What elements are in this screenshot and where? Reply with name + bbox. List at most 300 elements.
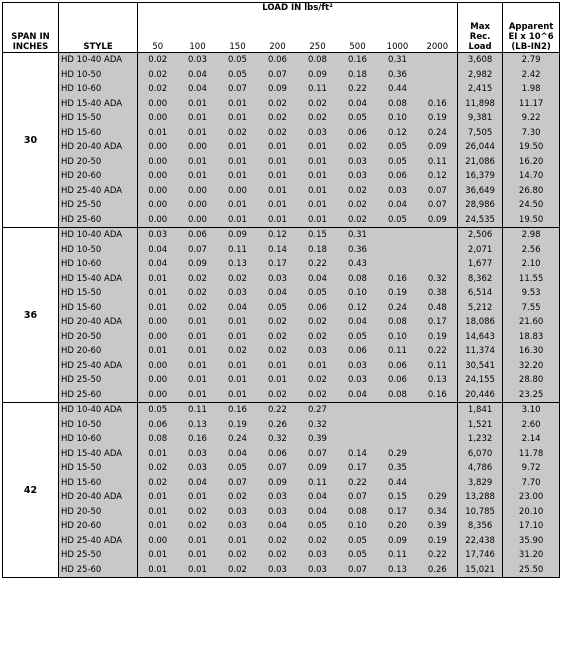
style-cell: HD 20-50 — [59, 505, 138, 520]
deflection-cell: 0.02 — [298, 97, 338, 112]
deflection-cell: 0.00 — [218, 184, 258, 199]
deflection-cell: 0.07 — [258, 461, 298, 476]
max-rec-cell: 7,505 — [458, 126, 503, 141]
deflection-cell: 0.01 — [218, 388, 258, 403]
max-rec-cell: 20,446 — [458, 388, 503, 403]
deflection-cell: 0.00 — [138, 140, 178, 155]
ei-cell: 11.17 — [503, 97, 560, 112]
deflection-cell: 0.12 — [418, 169, 458, 184]
deflection-cell: 0.00 — [178, 140, 218, 155]
span-value: 36 — [3, 228, 59, 403]
deflection-cell: 0.01 — [138, 126, 178, 141]
deflection-cell: 0.03 — [298, 563, 338, 578]
deflection-cell: 0.01 — [258, 373, 298, 388]
table-row — [3, 97, 560, 112]
deflection-cell: 0.03 — [338, 169, 378, 184]
deflection-cell: 0.00 — [138, 373, 178, 388]
deflection-cell: 0.15 — [298, 228, 338, 243]
deflection-cell: 0.05 — [298, 519, 338, 534]
table-row — [3, 140, 560, 155]
max-rec-cell: 16,379 — [458, 169, 503, 184]
table-row — [3, 447, 560, 462]
deflection-cell — [378, 418, 418, 433]
max-rec-cell: 11,374 — [458, 344, 503, 359]
load-column-header: 1000 — [378, 24, 418, 52]
deflection-cell: 0.19 — [218, 418, 258, 433]
deflection-cell — [418, 476, 458, 491]
deflection-cell: 0.04 — [178, 68, 218, 83]
deflection-cell: 0.10 — [338, 519, 378, 534]
deflection-cell: 0.39 — [298, 432, 338, 447]
deflection-cell — [378, 228, 418, 243]
deflection-cell: 0.06 — [338, 344, 378, 359]
deflection-cell: 0.01 — [218, 534, 258, 549]
max-rec-cell: 21,086 — [458, 155, 503, 170]
deflection-cell — [418, 243, 458, 258]
load-column-header: 100 — [178, 24, 218, 52]
table-row — [3, 418, 560, 433]
deflection-cell: 0.01 — [218, 169, 258, 184]
deflection-cell: 0.44 — [378, 476, 418, 491]
deflection-cell: 0.18 — [338, 68, 378, 83]
deflection-cell: 0.01 — [178, 126, 218, 141]
deflection-cell — [338, 418, 378, 433]
style-cell: HD 20-40 ADA — [59, 490, 138, 505]
style-cell: HD 20-60 — [59, 344, 138, 359]
deflection-cell: 0.01 — [178, 563, 218, 578]
deflection-cell: 0.00 — [178, 213, 218, 228]
deflection-cell: 0.16 — [178, 432, 218, 447]
deflection-cell: 0.02 — [218, 272, 258, 287]
deflection-cell: 0.02 — [178, 519, 218, 534]
deflection-cell: 0.43 — [338, 257, 378, 272]
style-cell: HD 20-50 — [59, 155, 138, 170]
style-cell: HD 10-60 — [59, 432, 138, 447]
ei-cell: 11.55 — [503, 272, 560, 287]
deflection-cell: 0.01 — [178, 388, 218, 403]
deflection-cell: 0.01 — [178, 330, 218, 345]
ei-cell: 28.80 — [503, 373, 560, 388]
deflection-cell: 0.11 — [298, 82, 338, 97]
deflection-cell: 0.07 — [418, 184, 458, 199]
style-cell: HD 15-50 — [59, 111, 138, 126]
table-row — [3, 534, 560, 549]
deflection-cell: 0.05 — [218, 53, 258, 68]
table-row — [3, 286, 560, 301]
max-rec-cell: 24,535 — [458, 213, 503, 228]
ei-cell: 2.10 — [503, 257, 560, 272]
table-row — [3, 476, 560, 491]
ei-cell: 16.30 — [503, 344, 560, 359]
deflection-cell: 0.12 — [338, 301, 378, 316]
deflection-cell: 0.13 — [378, 563, 418, 578]
deflection-cell: 0.04 — [138, 243, 178, 258]
max-rec-cell: 1,232 — [458, 432, 503, 447]
deflection-cell: 0.15 — [378, 490, 418, 505]
deflection-cell: 0.02 — [258, 388, 298, 403]
style-cell: HD 15-60 — [59, 126, 138, 141]
deflection-cell: 0.02 — [298, 373, 338, 388]
deflection-cell — [378, 257, 418, 272]
deflection-cell: 0.16 — [418, 97, 458, 112]
ei-cell: 16.20 — [503, 155, 560, 170]
deflection-cell: 0.08 — [338, 272, 378, 287]
deflection-cell: 0.02 — [138, 82, 178, 97]
deflection-cell: 0.17 — [258, 257, 298, 272]
max-rec-cell: 14,643 — [458, 330, 503, 345]
deflection-cell — [418, 403, 458, 418]
deflection-cell: 0.06 — [378, 373, 418, 388]
deflection-cell: 0.24 — [218, 432, 258, 447]
table-row — [3, 82, 560, 97]
deflection-cell: 0.01 — [218, 373, 258, 388]
ei-cell: 2.98 — [503, 228, 560, 243]
deflection-cell: 0.01 — [298, 198, 338, 213]
style-cell: HD 20-60 — [59, 169, 138, 184]
deflection-cell: 0.05 — [338, 111, 378, 126]
deflection-cell: 0.02 — [258, 126, 298, 141]
table-row — [3, 111, 560, 126]
deflection-cell: 0.01 — [138, 344, 178, 359]
deflection-cell: 0.01 — [298, 213, 338, 228]
deflection-cell: 0.01 — [298, 140, 338, 155]
deflection-cell: 0.11 — [218, 243, 258, 258]
deflection-cell: 0.01 — [138, 548, 178, 563]
max-rec-cell: 1,521 — [458, 418, 503, 433]
deflection-cell: 0.36 — [378, 68, 418, 83]
deflection-cell: 0.06 — [378, 169, 418, 184]
ei-cell: 31.20 — [503, 548, 560, 563]
deflection-cell: 0.01 — [218, 198, 258, 213]
table-row — [3, 228, 560, 243]
ei-cell: 14.70 — [503, 169, 560, 184]
deflection-cell: 0.04 — [218, 447, 258, 462]
deflection-cell: 0.04 — [298, 505, 338, 520]
max-rec-cell: 10,785 — [458, 505, 503, 520]
deflection-cell: 0.03 — [378, 184, 418, 199]
deflection-cell — [338, 403, 378, 418]
deflection-cell: 0.01 — [298, 155, 338, 170]
deflection-cell: 0.00 — [138, 169, 178, 184]
table-row — [3, 213, 560, 228]
deflection-cell: 0.24 — [378, 301, 418, 316]
deflection-cell: 0.00 — [138, 388, 178, 403]
deflection-cell: 0.00 — [138, 155, 178, 170]
table-row — [3, 272, 560, 287]
deflection-cell: 0.02 — [298, 534, 338, 549]
deflection-cell: 0.13 — [218, 257, 258, 272]
style-cell: HD 25-60 — [59, 563, 138, 578]
table-body — [3, 53, 560, 578]
deflection-cell: 0.00 — [138, 198, 178, 213]
deflection-cell: 0.35 — [378, 461, 418, 476]
deflection-cell: 0.02 — [138, 476, 178, 491]
deflection-cell: 0.01 — [218, 111, 258, 126]
table-row — [3, 344, 560, 359]
load-column-header: 2000 — [418, 24, 458, 52]
deflection-cell: 0.02 — [178, 286, 218, 301]
deflection-cell: 0.01 — [218, 213, 258, 228]
deflection-cell: 0.01 — [178, 97, 218, 112]
deflection-cell: 0.44 — [378, 82, 418, 97]
deflection-cell: 0.01 — [258, 198, 298, 213]
deflection-cell: 0.01 — [138, 272, 178, 287]
deflection-cell: 0.31 — [378, 53, 418, 68]
deflection-cell: 0.01 — [298, 184, 338, 199]
ei-cell: 7.55 — [503, 301, 560, 316]
deflection-cell: 0.01 — [178, 359, 218, 374]
deflection-cell: 0.00 — [138, 359, 178, 374]
deflection-cell: 0.13 — [178, 418, 218, 433]
ei-cell: 25.50 — [503, 563, 560, 578]
deflection-cell: 0.03 — [258, 563, 298, 578]
deflection-cell: 0.19 — [418, 111, 458, 126]
deflection-cell: 0.22 — [418, 548, 458, 563]
ei-cell: 2.42 — [503, 68, 560, 83]
table-row — [3, 169, 560, 184]
deflection-cell: 0.04 — [258, 286, 298, 301]
style-cell: HD 15-40 ADA — [59, 447, 138, 462]
deflection-cell: 0.07 — [418, 198, 458, 213]
deflection-cell: 0.00 — [138, 184, 178, 199]
deflection-cell: 0.02 — [258, 548, 298, 563]
style-header: STYLE — [59, 3, 138, 53]
max-rec-cell: 6,070 — [458, 447, 503, 462]
style-cell: HD 10-50 — [59, 68, 138, 83]
deflection-cell: 0.04 — [338, 315, 378, 330]
deflection-cell: 0.03 — [258, 272, 298, 287]
deflection-cell: 0.22 — [258, 403, 298, 418]
table-row — [3, 548, 560, 563]
deflection-cell: 0.04 — [218, 301, 258, 316]
deflection-cell: 0.05 — [138, 403, 178, 418]
table-row — [3, 519, 560, 534]
deflection-cell: 0.00 — [178, 184, 218, 199]
max-rec-cell: 8,356 — [458, 519, 503, 534]
table-row — [3, 563, 560, 578]
deflection-cell: 0.02 — [218, 563, 258, 578]
ei-cell: 23.25 — [503, 388, 560, 403]
style-cell: HD 20-50 — [59, 330, 138, 345]
deflection-cell: 0.12 — [258, 228, 298, 243]
deflection-cell: 0.10 — [378, 330, 418, 345]
style-cell: HD 15-60 — [59, 476, 138, 491]
style-cell: HD 25-50 — [59, 373, 138, 388]
deflection-cell: 0.07 — [298, 447, 338, 462]
deflection-cell: 0.03 — [298, 344, 338, 359]
ei-cell: 20.10 — [503, 505, 560, 520]
span-value: 42 — [3, 403, 59, 578]
deflection-cell: 0.09 — [298, 461, 338, 476]
deflection-cell: 0.00 — [178, 198, 218, 213]
deflection-cell: 0.00 — [138, 111, 178, 126]
max-rec-cell: 17,746 — [458, 548, 503, 563]
deflection-cell: 0.05 — [258, 301, 298, 316]
deflection-cell: 0.09 — [178, 257, 218, 272]
table-row — [3, 432, 560, 447]
deflection-cell: 0.00 — [138, 330, 178, 345]
table-row — [3, 490, 560, 505]
deflection-cell: 0.01 — [298, 169, 338, 184]
deflection-cell: 0.00 — [138, 97, 178, 112]
deflection-cell: 0.02 — [338, 184, 378, 199]
deflection-cell: 0.04 — [178, 476, 218, 491]
deflection-cell: 0.03 — [338, 359, 378, 374]
max-rec-cell: 8,362 — [458, 272, 503, 287]
deflection-cell: 0.04 — [138, 257, 178, 272]
ei-cell: 2.60 — [503, 418, 560, 433]
deflection-cell: 0.07 — [338, 563, 378, 578]
table-row — [3, 53, 560, 68]
deflection-cell: 0.01 — [178, 490, 218, 505]
deflection-cell: 0.11 — [178, 403, 218, 418]
max-rec-cell: 5,212 — [458, 301, 503, 316]
deflection-cell: 0.02 — [218, 548, 258, 563]
load-column-header: 150 — [218, 24, 258, 52]
deflection-cell: 0.32 — [258, 432, 298, 447]
deflection-cell: 0.01 — [138, 286, 178, 301]
deflection-cell: 0.14 — [258, 243, 298, 258]
deflection-cell: 0.10 — [338, 286, 378, 301]
deflection-cell: 0.02 — [218, 344, 258, 359]
deflection-cell: 0.01 — [138, 301, 178, 316]
deflection-cell: 0.01 — [178, 111, 218, 126]
max-rec-cell: 22,438 — [458, 534, 503, 549]
max-rec-cell: 24,155 — [458, 373, 503, 388]
table-row — [3, 373, 560, 388]
style-cell: HD 25-60 — [59, 388, 138, 403]
deflection-cell: 0.01 — [258, 169, 298, 184]
style-cell: HD 15-60 — [59, 301, 138, 316]
deflection-cell: 0.06 — [378, 359, 418, 374]
deflection-cell: 0.02 — [218, 490, 258, 505]
deflection-cell — [378, 403, 418, 418]
deflection-cell — [418, 68, 458, 83]
table-row — [3, 198, 560, 213]
deflection-cell — [418, 82, 458, 97]
deflection-cell: 0.04 — [378, 198, 418, 213]
deflection-cell: 0.17 — [418, 315, 458, 330]
deflection-cell: 0.02 — [338, 213, 378, 228]
deflection-cell: 0.01 — [138, 490, 178, 505]
deflection-cell: 0.02 — [138, 68, 178, 83]
deflection-cell: 0.06 — [338, 126, 378, 141]
deflection-cell — [418, 461, 458, 476]
deflection-cell: 0.02 — [298, 330, 338, 345]
max-rec-cell: 11,898 — [458, 97, 503, 112]
deflection-cell: 0.29 — [418, 490, 458, 505]
ei-cell: 7.70 — [503, 476, 560, 491]
deflection-cell: 0.09 — [378, 534, 418, 549]
ei-cell: 32.20 — [503, 359, 560, 374]
table-row — [3, 257, 560, 272]
deflection-cell: 0.00 — [138, 315, 178, 330]
table-row — [3, 155, 560, 170]
deflection-cell: 0.01 — [258, 155, 298, 170]
load-column-header: 200 — [258, 24, 298, 52]
ei-cell: 2.14 — [503, 432, 560, 447]
deflection-cell: 0.02 — [178, 301, 218, 316]
deflection-cell: 0.04 — [178, 82, 218, 97]
deflection-cell — [418, 228, 458, 243]
ei-cell: 2.56 — [503, 243, 560, 258]
ei-cell: 9.72 — [503, 461, 560, 476]
style-cell: HD 10-40 ADA — [59, 403, 138, 418]
deflection-cell: 0.26 — [418, 563, 458, 578]
deflection-cell: 0.38 — [418, 286, 458, 301]
deflection-cell: 0.22 — [338, 82, 378, 97]
table-row — [3, 126, 560, 141]
deflection-cell: 0.09 — [418, 140, 458, 155]
max-rec-cell: 36,649 — [458, 184, 503, 199]
deflection-cell: 0.03 — [178, 447, 218, 462]
deflection-cell: 0.04 — [298, 490, 338, 505]
deflection-cell: 0.02 — [298, 111, 338, 126]
max-rec-cell: 13,288 — [458, 490, 503, 505]
deflection-cell: 0.19 — [418, 330, 458, 345]
deflection-cell: 0.02 — [178, 505, 218, 520]
deflection-cell: 0.04 — [338, 97, 378, 112]
max-rec-cell: 28,986 — [458, 198, 503, 213]
deflection-cell: 0.01 — [298, 359, 338, 374]
deflection-cell: 0.01 — [178, 155, 218, 170]
deflection-cell: 0.08 — [138, 432, 178, 447]
deflection-cell: 0.03 — [258, 505, 298, 520]
table-header — [3, 3, 560, 53]
load-table — [2, 2, 560, 578]
deflection-cell: 0.08 — [378, 315, 418, 330]
deflection-cell: 0.01 — [138, 563, 178, 578]
deflection-cell: 0.32 — [298, 418, 338, 433]
table-row — [3, 359, 560, 374]
deflection-cell: 0.01 — [258, 184, 298, 199]
deflection-cell: 0.05 — [218, 68, 258, 83]
deflection-cell: 0.03 — [218, 505, 258, 520]
ei-header: Apparent EI x 10^6 (LB-IN2) — [503, 3, 560, 53]
deflection-cell: 0.01 — [138, 447, 178, 462]
ei-cell: 7.30 — [503, 126, 560, 141]
deflection-cell: 0.01 — [138, 519, 178, 534]
span-header: SPAN IN INCHES — [3, 3, 59, 53]
deflection-cell: 0.02 — [258, 534, 298, 549]
deflection-cell: 0.07 — [218, 476, 258, 491]
ei-cell: 19.50 — [503, 213, 560, 228]
deflection-cell: 0.05 — [378, 155, 418, 170]
style-cell: HD 10-60 — [59, 257, 138, 272]
table-row — [3, 301, 560, 316]
deflection-cell: 0.04 — [338, 388, 378, 403]
style-cell: HD 20-40 ADA — [59, 140, 138, 155]
deflection-cell: 0.01 — [218, 140, 258, 155]
deflection-cell: 0.07 — [218, 82, 258, 97]
deflection-cell: 0.01 — [138, 505, 178, 520]
max-rec-cell: 1,677 — [458, 257, 503, 272]
table-row — [3, 184, 560, 199]
max-rec-cell: 9,381 — [458, 111, 503, 126]
deflection-cell: 0.05 — [378, 213, 418, 228]
ei-cell: 18.83 — [503, 330, 560, 345]
ei-cell: 3.10 — [503, 403, 560, 418]
deflection-cell — [418, 447, 458, 462]
deflection-cell: 0.02 — [338, 198, 378, 213]
deflection-cell: 0.08 — [378, 97, 418, 112]
table-row — [3, 330, 560, 345]
deflection-cell: 0.17 — [338, 461, 378, 476]
max-rec-cell: 1,841 — [458, 403, 503, 418]
style-cell: HD 15-50 — [59, 286, 138, 301]
deflection-cell: 0.11 — [418, 359, 458, 374]
max-rec-header: Max Rec. Load — [458, 3, 503, 53]
